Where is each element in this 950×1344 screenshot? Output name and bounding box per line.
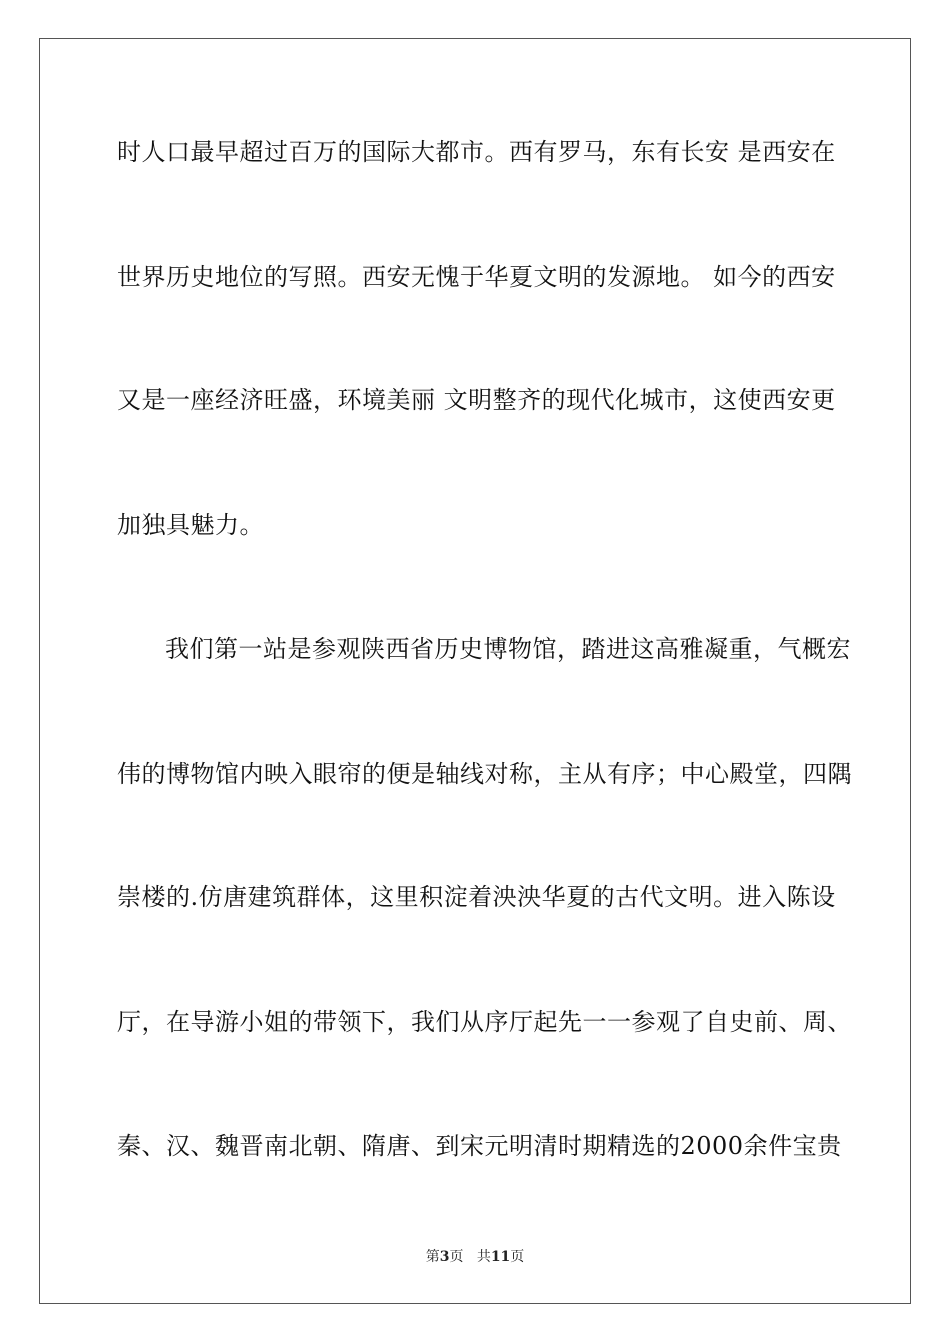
text-line-7: 崇楼的.仿唐建筑群体，这里积淀着泱泱华夏的古代文明。进入陈设 (117, 883, 836, 911)
text-line-6: 伟的博物馆内映入眼帘的便是轴线对称，主从有序；中心殿堂，四隅 (117, 760, 852, 788)
text-line-2: 世界历史地位的写照。西安无愧于华夏文明的发源地。 如今的西安 (117, 263, 836, 291)
footer-page-unit: 页 (449, 1249, 464, 1265)
text-line-4: 加独具魅力。 (117, 511, 264, 539)
footer-total-pages: 11 (490, 1249, 511, 1265)
footer-prefix: 第 (425, 1249, 440, 1265)
footer-total-prefix: 共 (476, 1249, 491, 1265)
page-frame (39, 38, 911, 1304)
text-line-1: 时人口最早超过百万的国际大都市。西有罗马，东有长安 是西安在 (117, 138, 836, 166)
page-footer (0, 1248, 950, 1266)
text-line-8: 厅，在导游小姐的带领下，我们从序厅起先一一参观了自史前、周、 (117, 1008, 852, 1036)
text-line-5: 我们第一站是参观陕西省历史博物馆，踏进这高雅凝重，气概宏 (165, 635, 851, 663)
footer-total-unit: 页 (510, 1249, 525, 1265)
footer-page-number: 3 (439, 1249, 450, 1265)
text-line-9: 秦、汉、魏晋南北朝、隋唐、到宋元明清时期精选的2000余件宝贵 (117, 1132, 842, 1160)
text-line-3: 又是一座经济旺盛，环境美丽 文明整齐的现代化城市，这使西安更 (117, 386, 836, 414)
